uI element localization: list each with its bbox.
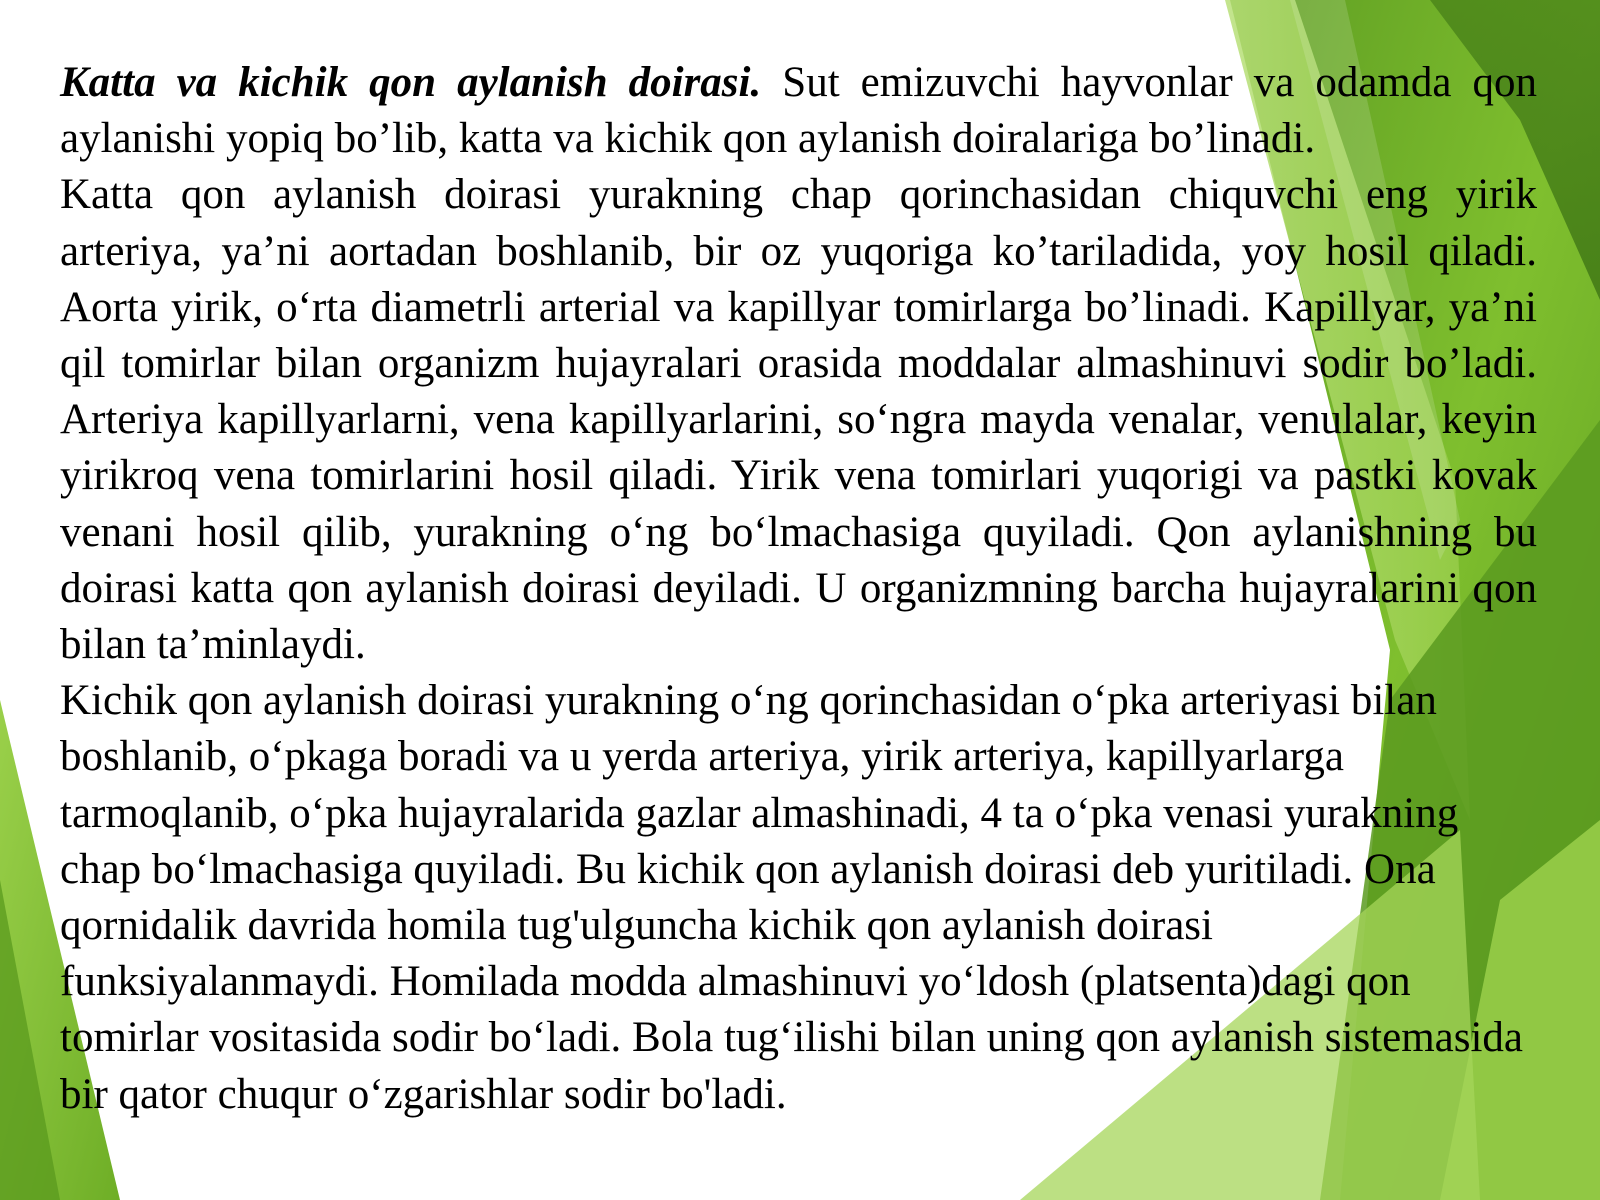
- paragraph-systemic-circulation: Katta qon aylanish doirasi yurakning chap qorinchasidan chiquvchi eng yirik arteriya, ya’ni aortadan boshlanib, bir oz yuqoriga ko’tariladida, yoy hosil qiladi. Aorta yirik, o‘rta diametrli arterial va kapillyar tomirlarga bo’linadi. Kapillyar, ya’ni qil tomirlar bilan organizm hujayralari orasida moddalar almashinuvi sodir bo’ladi. Arteriya kapillyarlarni, vena kapillyarlarini, so‘ngra mayda venalar, venulalar, keyin yirikroq vena tomirlarini hosil qiladi. Yirik vena tomirlari yuqorigi va pastki kovak venani hosil qilib, yurakning o‘ng bo‘lmachasiga quyiladi. Qon aylanishning bu doirasi katta qon aylanish doirasi deyiladi. U organizmning barcha hujayralarini qon bilan ta’minlaydi.: [60, 171, 1537, 669]
- paragraph-pulmonary-circulation: Kichik qon aylanish doirasi yurakning o‘ng qorinchasidan o‘pka arteriyasi bilan boshlanib, o‘pkaga boradi va u yerda arteriya, yirik arteriya, kapillyarlarga tarmoqlanib, o‘pka hujayralarida gazlar almashinadi, 4 ta o‘pka venasi yurakning chap bo‘lmachasiga quyiladi. Bu kichik qon aylanish doirasi deb yuritiladi. Ona qornidalik davrida homila tug'ulguncha kichik qon aylanish doirasi funksiyalanmaydi. Homilada modda almashinuvi yo‘ldosh (platsenta)dagi qon tomirlar vositasida sodir bo‘ladi. Bola tug‘ilishi bilan uning qon aylanish sistemasida bir qator chuqur o‘zgarishlar sodir bo'ladi.: [60, 677, 1524, 1118]
- section-heading: Katta va kichik qon aylanish doirasi.: [60, 59, 762, 106]
- paragraph-intro: [60, 55, 1537, 167]
- intro-text: Sut emizuvchi hayvonlar va odamda qon aylanishi yopiq bo’lib, katta va kichik qon aylanish doiralariga bo’linadi.: [60, 59, 1537, 163]
- slide-text: [60, 55, 1537, 1123]
